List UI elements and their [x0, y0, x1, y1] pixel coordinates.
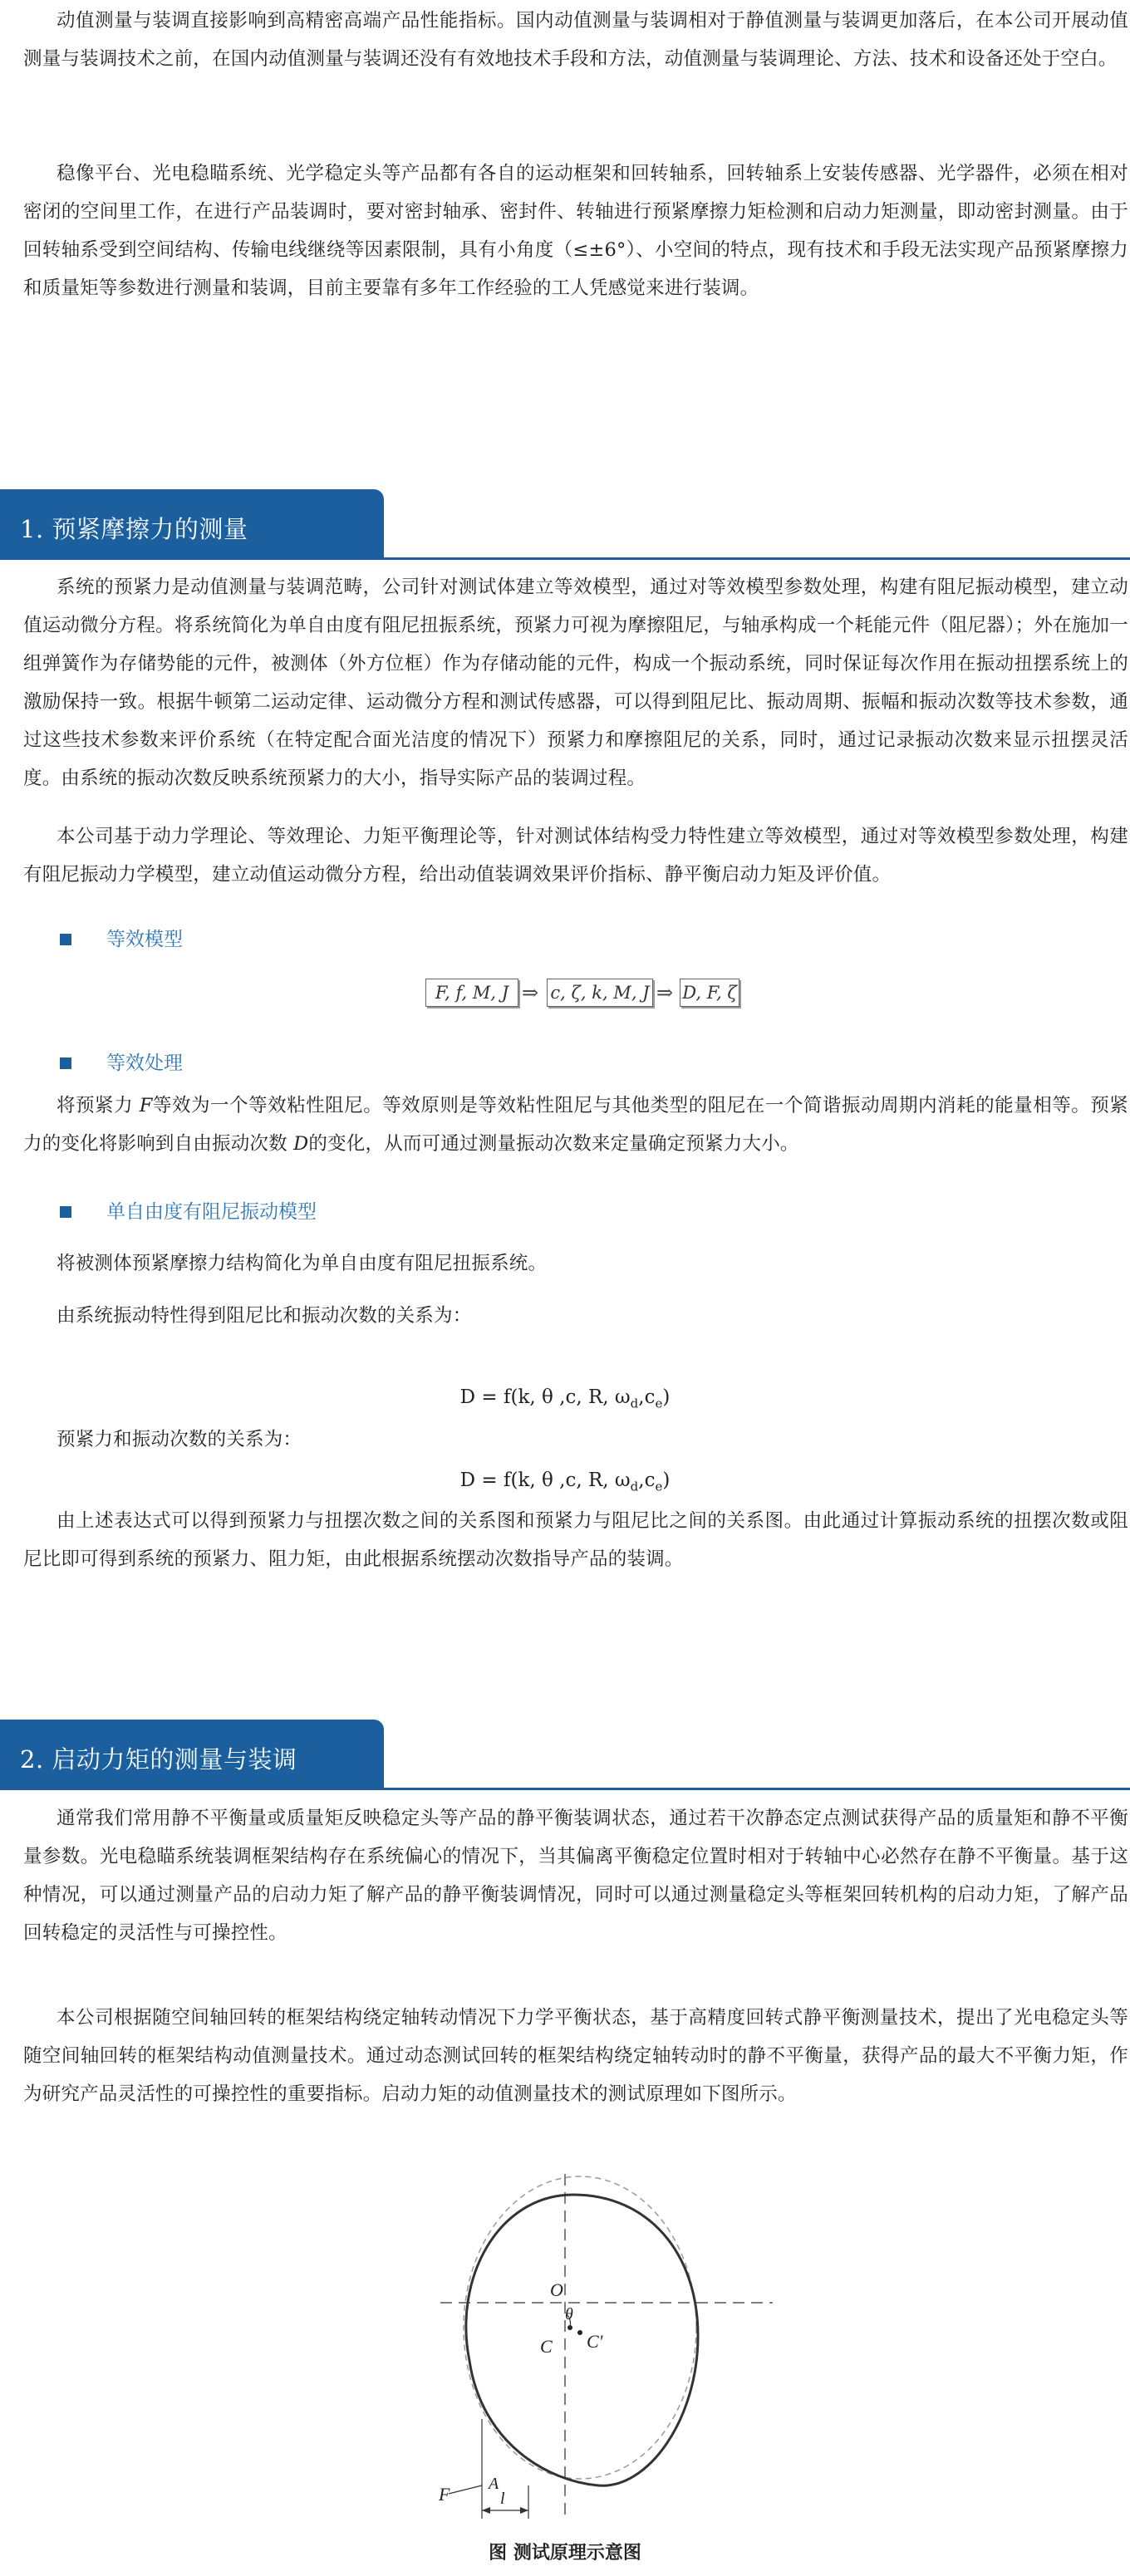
equivalent-model-flow — [425, 975, 741, 1013]
formula-text: D = f(k, θ ,c, R, ω — [459, 1470, 631, 1491]
formula-text: D = f(k, θ ,c, R, ω — [459, 1386, 631, 1408]
force-arrow-line — [449, 2485, 482, 2494]
section-1-title: 1. 预紧摩擦力的测量 — [20, 515, 248, 543]
bullet-sdof-model — [60, 1199, 641, 1225]
text-run: 等效为一个等效粘性阻尼。等效原则是等效粘性阻尼与其他类型的阻尼在一个简谐振动周期内消耗的能量相等。预紧力的变化将影响到自由振动次数 — [23, 1095, 1129, 1155]
figure-caption: 图 测试原理示意图 — [489, 2543, 641, 2564]
label-C-prime: C' — [587, 2331, 603, 2352]
flow-box-output: D, F, ζ — [680, 979, 739, 1007]
intro-paragraph-1: 动值测量与装调直接影响到高精密高端产品性能指标。国内动值测量与装调相对于静值测量与装调更加落后，在本公司开展动值测量与装调技术之前，在国内动值测量与装调还没有有效地技术手段和方法，动值测量与装调理论、方法、技术和设备还处于空白。 — [23, 10, 1128, 70]
formula-sub: e — [655, 1396, 663, 1411]
label-F: F — [439, 2484, 450, 2505]
formula-text: ,c — [638, 1470, 656, 1491]
section-1-paragraph-7: 由上述表达式可以得到预紧力与扭摆次数之间的关系图和预紧力与阻尼比之间的关系图。由此通过计算振动系统的扭摆次数或阻尼比即可得到系统的预紧力、阻力矩，由此根据系统摆动次数指导产品的装调。 — [23, 1510, 1128, 1570]
formula-2 — [0, 1465, 1130, 1502]
rotor-profile — [466, 2195, 698, 2485]
section-1-paragraph-5: 由系统振动特性得到阻尼比和振动次数的关系为： — [56, 1305, 472, 1327]
section-2-divider — [0, 1788, 1130, 1790]
point-C-prime — [577, 2330, 582, 2335]
bullet-square-icon — [60, 934, 71, 945]
section-2-header — [0, 1720, 384, 1789]
variable-F: F — [139, 1095, 153, 1116]
section-1-paragraph-1: 系统的预紧力是动值测量与装调范畴，公司针对测试体建立等效模型，通过对等效模型参数处理，构建有阻尼振动模型，建立动值运动微分方程。将系统简化为单自由度有阻尼扭振系统，预紧力可视为摩擦阻尼，与轴承构成一个耗能元件（阻尼器）；外在施加一组弹簧作为存储势能的元件，被测体（外方位框）作为存储动能的元件，构成一个振动系统，同时保证每次作用在振动扭摆系统上的激励保持一致。根据牛顿第二运动定律、运动微分方程和测试传感器，可以得到阻尼比、振动周期、振幅和振动次数等技术参数，通过这些技术参数来评价系统（在特定配合面光洁度的情况下）预紧力和摩擦阻尼的关系，同时，通过记录振动次数来显示扭摆灵活度。由系统的振动次数反映系统预紧力的大小，指导实际产品的装调过程。 — [23, 577, 1128, 789]
bullet-square-icon — [60, 1057, 71, 1069]
flow-box-input: F, f, M, J — [425, 979, 518, 1007]
section-1-paragraph-4: 将被测体预紧摩擦力结构简化为单自由度有阻尼扭振系统。 — [56, 1253, 548, 1274]
bullet-square-icon — [60, 1206, 71, 1218]
flow-box-params: c, ζ, k, M, J — [547, 979, 653, 1007]
formula-text: ,c — [638, 1386, 656, 1408]
section-1-paragraph-3 — [23, 1087, 1128, 1163]
flow-arrow-icon: ⇒ — [522, 981, 539, 1004]
label-C: C — [540, 2336, 553, 2357]
label-l: l — [500, 2490, 505, 2508]
label-O: O — [550, 2279, 563, 2300]
reference-circle — [464, 2176, 696, 2479]
formula-1 — [0, 1382, 1130, 1419]
section-2-title: 2. 启动力矩的测量与装调 — [20, 1745, 297, 1774]
formula-text: ) — [662, 1386, 671, 1408]
section-1-header — [0, 489, 384, 559]
label-A: A — [489, 2475, 499, 2493]
flow-arrow-icon: ⇒ — [656, 981, 674, 1004]
bullet-equivalent-model — [60, 926, 641, 953]
label-theta: θ — [565, 2305, 573, 2323]
arrow-left-icon — [482, 2507, 490, 2514]
formula-text: ) — [662, 1470, 671, 1491]
intro-paragraph-2: 稳像平台、光电稳瞄系统、光学稳定头等产品都有各自的运动框架和回转轴系，回转轴系上安装传感器、光学器件，必须在相对密闭的空间里工作，在进行产品装调时，要对密封轴承、密封件、转轴进行预紧摩擦力矩检测和启动力矩测量，即动密封测量。由于回转轴系受到空间结构、传输电线继绕等因素限制，具有小角度（≤±6°）、小空间的特点，现有技术和手段无法实现产品预紧摩擦力和质量矩等参数进行测量和装调，目前主要靠有多年工作经验的工人凭感觉来进行装调。 — [23, 163, 1128, 299]
text-run: 将预紧力 — [56, 1095, 140, 1116]
section-2-paragraph-2: 本公司根据随空间轴回转的框架结构绕定轴转动情况下力学平衡状态，基于高精度回转式静平衡测量技术，提出了光电稳定头等随空间轴回转的框架结构动值测量技术。通过动态测试回转的框架结构绕定轴转动时的静不平衡量，获得产品的最大不平衡力矩，作为研究产品灵活性的可操控性的重要指标。启动力矩的动值测量技术的测试原理如下图所示。 — [23, 2007, 1128, 2105]
bullet-label: 等效模型 — [106, 929, 183, 950]
bullet-label: 等效处理 — [106, 1052, 183, 1074]
formula-sub: e — [655, 1479, 663, 1494]
bullet-equivalent-processing — [60, 1050, 641, 1077]
arrow-right-icon — [520, 2507, 528, 2514]
formula-sub: d — [630, 1479, 639, 1494]
text-run: 的变化，从而可通过测量振动次数来定量确定预紧力大小。 — [308, 1133, 799, 1155]
section-1-paragraph-6: 预紧力和振动次数的关系为： — [56, 1429, 302, 1450]
section-1-divider — [0, 557, 1130, 560]
bullet-label: 单自由度有阻尼振动模型 — [106, 1201, 317, 1223]
variable-D: D — [293, 1133, 309, 1155]
section-2-paragraph-1: 通常我们常用静不平衡量或质量矩反映稳定头等产品的静平衡装调状态，通过若干次静态定点测试获得产品的质量矩和静不平衡量参数。光电稳瞄系统装调框架结构存在系统偏心的情况下，当其偏离平衡稳定位置时相对于转轴中心必然存在静不平衡量。基于这种情况，可以通过测量产品的启动力矩了解产品的静平衡装调情况，同时可以通过测量稳定头等框架回转机构的启动力矩，了解产品回转稳定的灵活性与可操控性。 — [23, 1808, 1128, 1944]
test-principle-diagram — [432, 2170, 781, 2527]
section-1-paragraph-2: 本公司基于动力学理论、等效理论、力矩平衡理论等，针对测试体结构受力特性建立等效模型，通过对等效模型参数处理，构建有阻尼振动力学模型，建立动值运动微分方程，给出动值装调效果评价指标、静平衡启动力矩及评价值。 — [23, 826, 1128, 886]
formula-sub: d — [630, 1396, 639, 1411]
